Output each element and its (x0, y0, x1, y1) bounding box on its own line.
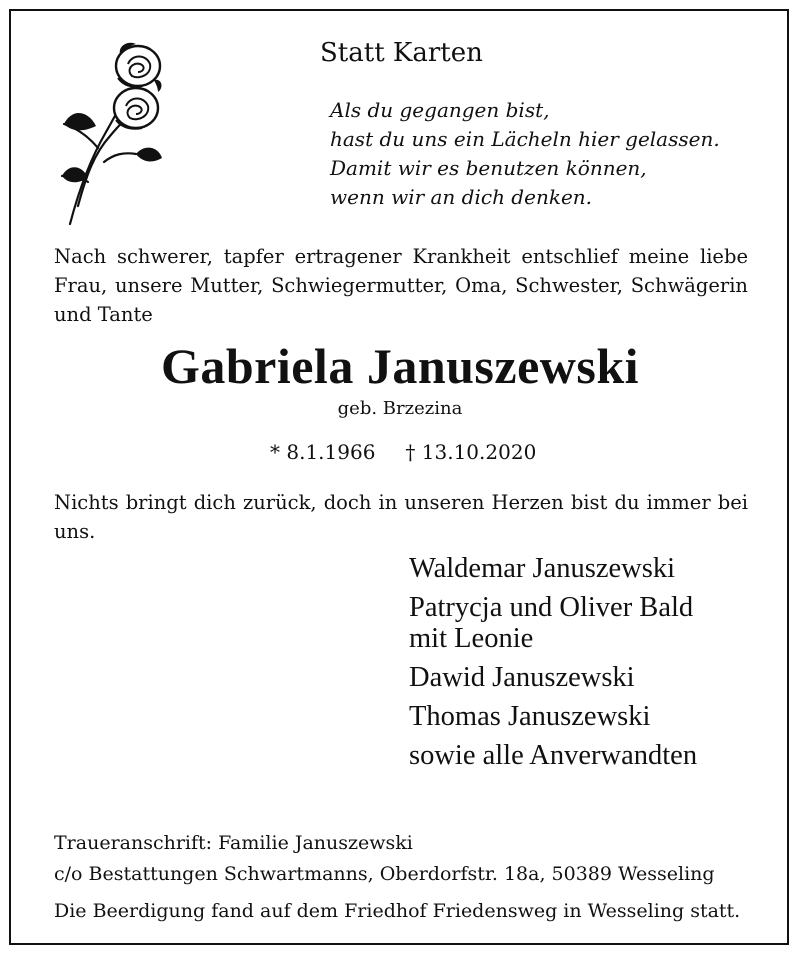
poem (330, 96, 720, 212)
mourner-line: Patrycja und Oliver Bald (409, 592, 694, 623)
life-dates (270, 440, 536, 464)
mourner-entry (409, 662, 697, 693)
address-line: Traueranschrift: Familie Januszewski (54, 832, 413, 854)
poem-line: hast du uns ein Lächeln hier gelassen. (330, 127, 720, 151)
mourner-line: Waldemar Januszewski (409, 553, 675, 584)
poem-line: Als du gegangen bist, (330, 98, 550, 122)
poem-line: Damit wir es benutzen können, (330, 156, 647, 180)
mourner-line: Dawid Januszewski (409, 662, 635, 693)
address-line: c/o Bestattungen Schwartmanns, Oberdorfstr. 18a, 50389 Wesseling (54, 863, 715, 885)
rose-illustration-icon (58, 36, 168, 232)
mourner-line: sowie alle Anverwandten (409, 740, 698, 771)
deceased-name: Gabriela Januszewski (160, 338, 640, 394)
heading: Statt Karten (320, 38, 483, 68)
poem-line: wenn wir an dich denken. (330, 185, 593, 209)
remark-text: Nichts bringt dich zurück, doch in unseren Herzen bist du immer bei uns. (54, 491, 748, 543)
mourners-list (409, 553, 697, 779)
mourner-entry (409, 592, 697, 654)
mourning-address (54, 828, 715, 890)
mourner-line: Thomas Januszewski (409, 701, 651, 732)
intro-text: Nach schwerer, tapfer ertragener Krankheit entschlief meine liebe Frau, unsere Mutter, Schwiegermutter, Oma, Schwester, Schwägerin und Tante (54, 245, 748, 326)
funeral-note: Die Beerdigung fand auf dem Friedhof Friedensweg in Wesseling statt. (54, 900, 741, 922)
mourner-entry (409, 701, 697, 732)
mourner-entry (409, 740, 697, 771)
death-date: † 13.10.2020 (405, 440, 537, 464)
maiden-name: geb. Brzezina (337, 398, 463, 419)
mourner-line: mit Leonie (409, 623, 534, 654)
mourner-entry (409, 553, 697, 584)
birth-date: * 8.1.1966 (270, 440, 376, 464)
